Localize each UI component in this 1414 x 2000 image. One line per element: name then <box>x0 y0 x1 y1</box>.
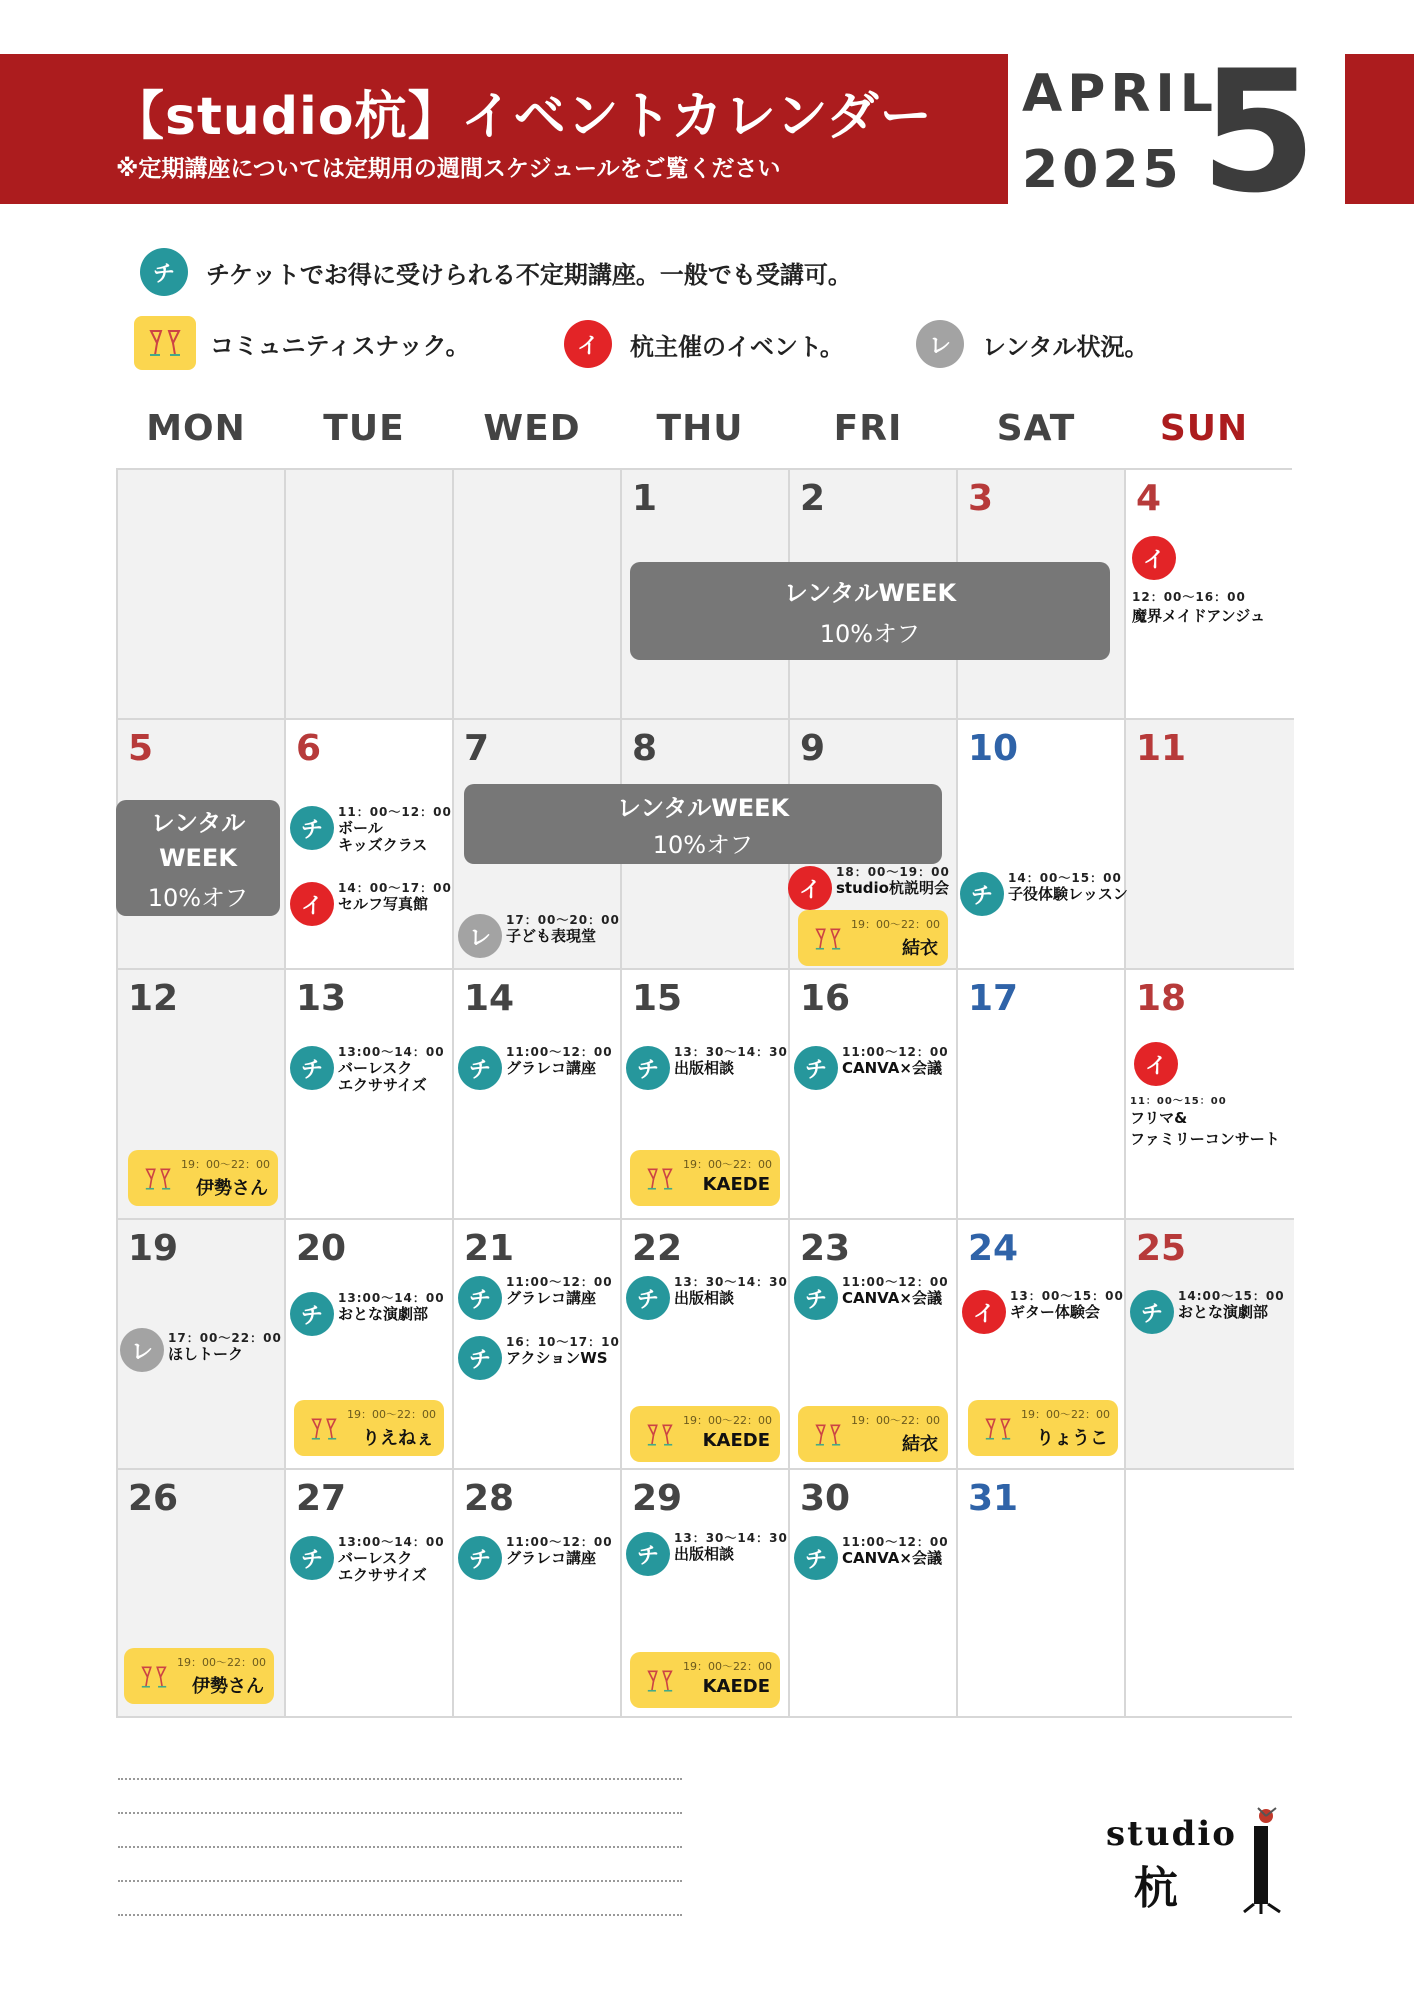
rental-week-bar-2[interactable] <box>464 784 942 864</box>
ticket-icon: チ <box>794 1046 838 1090</box>
day-number: 1 <box>632 478 658 519</box>
page-subtitle: ※定期講座については定期用の週間スケジュールをご覧ください <box>116 156 781 182</box>
event-item[interactable] <box>962 1290 1124 1334</box>
snack-time: 19：00〜22：00 <box>181 1158 270 1171</box>
snack-host: 結衣 <box>902 938 938 959</box>
event-item[interactable] <box>290 1046 445 1094</box>
day-number: 4 <box>1136 478 1162 519</box>
ticket-icon: チ <box>960 872 1004 916</box>
rental-icon: レ <box>458 914 502 958</box>
event-time: 13:00〜14：00 <box>338 1045 445 1059</box>
day-number: 20 <box>296 1228 347 1269</box>
event-time: 16：10〜17：10 <box>506 1335 620 1349</box>
glass-icon <box>136 1664 172 1694</box>
event-name: CANVA×会議 <box>842 1288 942 1307</box>
day-number: 13 <box>296 978 347 1019</box>
event-time: 12：00〜16：00 <box>1132 590 1246 604</box>
event-name: ほしトーク <box>168 1344 244 1363</box>
snack-time: 19：00〜22：00 <box>851 1414 940 1427</box>
ticket-icon: チ <box>626 1532 670 1576</box>
event-name: studio杭説明会 <box>836 878 949 897</box>
event-time: 11：00〜15：00 <box>1130 1096 1227 1107</box>
glass-icon <box>642 1166 678 1196</box>
day-number: 30 <box>800 1478 851 1519</box>
day-number: 3 <box>968 478 994 519</box>
event-time: 17：00〜22：00 <box>168 1331 282 1345</box>
event-item[interactable] <box>458 914 620 958</box>
snack-badge[interactable] <box>798 910 948 966</box>
day-number: 28 <box>464 1478 515 1519</box>
legend-rental <box>916 320 1148 368</box>
note-line <box>118 1846 682 1848</box>
day-number: 5 <box>128 728 154 769</box>
year: 2025 <box>1022 140 1183 200</box>
event-item[interactable] <box>120 1328 282 1372</box>
legend-event-text: 杭主催のイベント。 <box>630 332 844 361</box>
snack-badge[interactable] <box>294 1400 444 1456</box>
snack-badge[interactable] <box>124 1648 274 1704</box>
legend-snack <box>134 316 470 370</box>
day-cell-16[interactable] <box>790 970 958 1220</box>
rental-discount: 10%オフ <box>819 620 921 648</box>
snack-badge[interactable] <box>968 1400 1118 1456</box>
event-time: 13：30〜14：30 <box>674 1275 788 1289</box>
rental-week-bar-mon[interactable] <box>116 800 280 916</box>
day-number: 14 <box>464 978 515 1019</box>
snack-badge[interactable] <box>630 1406 780 1462</box>
logo-kanji: 杭 <box>1134 1863 1178 1914</box>
event-name: フリマ& <box>1130 1109 1188 1127</box>
header-right-band <box>1345 54 1414 204</box>
day-number: 2 <box>800 478 826 519</box>
event-item[interactable] <box>1130 1042 1280 1149</box>
event-time: 11:00〜12：00 <box>842 1535 949 1549</box>
day-number: 18 <box>1136 978 1187 1019</box>
event-name: グラレコ講座 <box>506 1288 597 1307</box>
ticket-icon: チ <box>458 1276 502 1320</box>
weekday-fri: FRI <box>833 408 903 449</box>
rental-icon: レ <box>916 320 964 368</box>
snack-time: 19：00〜22：00 <box>851 918 940 931</box>
snack-time: 19：00〜22：00 <box>683 1158 772 1171</box>
legend-snack-text: コミュニティスナック。 <box>210 331 470 360</box>
event-name: 出版相談 <box>674 1288 735 1307</box>
event-time: 13：00〜15：00 <box>1010 1289 1124 1303</box>
snack-badge[interactable] <box>630 1652 780 1708</box>
legend-ticket-text: チケットでお得に受けられる不定期講座。一般でも受講可。 <box>206 260 852 289</box>
weekday-mon: MON <box>146 408 246 449</box>
snack-time: 19：00〜22：00 <box>347 1408 436 1421</box>
event-item[interactable] <box>458 1276 613 1320</box>
event-time: 17：00〜20：00 <box>506 913 620 927</box>
day-number: 7 <box>464 728 490 769</box>
ticket-icon: チ <box>458 1336 502 1380</box>
logo-stake-icon <box>1236 1804 1288 1914</box>
event-name-line2: エクササイズ <box>338 1566 427 1585</box>
day-cell-27[interactable] <box>286 1470 454 1716</box>
event-name: バーレスク <box>338 1548 413 1567</box>
event-item[interactable] <box>1130 1290 1285 1334</box>
event-item[interactable] <box>794 1046 949 1090</box>
snack-host: りょうこ <box>1036 1428 1108 1449</box>
snack-host: りえねぇ <box>362 1428 434 1449</box>
event-time: 11：00〜12：00 <box>338 805 452 819</box>
event-name: おとな演劇部 <box>1178 1302 1269 1321</box>
rental-week-bar-1[interactable] <box>630 562 1110 660</box>
ticket-icon: チ <box>626 1046 670 1090</box>
glass-icon <box>810 926 846 956</box>
ticket-icon: チ <box>1130 1290 1174 1334</box>
ticket-icon: チ <box>290 1046 334 1090</box>
day-cell-10[interactable] <box>958 720 1126 970</box>
rental-week-label: レンタルWEEK <box>616 794 790 822</box>
event-time: 13：30〜14：30 <box>674 1531 788 1545</box>
snack-time: 19：00〜22：00 <box>1021 1408 1110 1421</box>
day-number: 24 <box>968 1228 1019 1269</box>
event-name: バーレスク <box>338 1058 413 1077</box>
event-time: 11:00〜12：00 <box>506 1045 613 1059</box>
event-item[interactable] <box>1132 536 1265 626</box>
snack-host: 結衣 <box>902 1434 938 1455</box>
note-line <box>118 1880 682 1882</box>
snack-host: KAEDE <box>702 1430 770 1451</box>
rental-discount: 10%オフ <box>147 884 249 912</box>
weekday-sun: SUN <box>1159 408 1249 449</box>
snack-badge[interactable] <box>630 1150 780 1206</box>
event-name: 魔界メイドアンジュ <box>1132 607 1265 625</box>
note-line <box>118 1812 682 1814</box>
day-number: 27 <box>296 1478 347 1519</box>
event-name: 子ども表現堂 <box>506 926 597 945</box>
event-name: アクションWS <box>506 1348 608 1367</box>
event-time: 13：30〜14：30 <box>674 1045 788 1059</box>
day-number: 17 <box>968 978 1019 1019</box>
event-item[interactable] <box>290 1292 445 1336</box>
calendar-grid <box>116 468 1292 1718</box>
event-time: 11:00〜12：00 <box>842 1045 949 1059</box>
event-item[interactable] <box>458 1536 613 1580</box>
rental-week-label: レンタルWEEK <box>783 579 957 607</box>
event-name: 子役体験レッスン <box>1008 884 1128 903</box>
day-number: 6 <box>296 728 322 769</box>
day-number: 19 <box>128 1228 179 1269</box>
snack-host: 伊勢さん <box>192 1676 264 1697</box>
rental-label: レンタル <box>150 809 246 837</box>
day-cell-empty <box>118 470 286 720</box>
event-item[interactable] <box>626 1532 788 1576</box>
event-item[interactable] <box>960 872 1128 916</box>
month-number: 5 <box>1200 34 1317 230</box>
glass-icon <box>306 1416 342 1446</box>
event-name: CANVA×会議 <box>842 1548 942 1567</box>
event-name: おとな演劇部 <box>338 1304 429 1323</box>
event-icon: イ <box>1132 536 1176 580</box>
event-item[interactable] <box>290 806 452 854</box>
event-icon: イ <box>962 1290 1006 1334</box>
day-number: 29 <box>632 1478 683 1519</box>
ticket-icon: チ <box>458 1536 502 1580</box>
event-item[interactable] <box>794 1276 949 1320</box>
legend-rental-text: レンタル状況。 <box>982 332 1149 361</box>
rental-week-label: WEEK <box>159 844 237 872</box>
event-name-line2: エクササイズ <box>338 1076 427 1095</box>
day-cell-11[interactable] <box>1126 720 1294 970</box>
event-time: 11:00〜12：00 <box>506 1275 613 1289</box>
glass-icon <box>134 316 196 370</box>
event-time: 11:00〜12：00 <box>506 1535 613 1549</box>
event-name: ボール <box>338 818 383 837</box>
day-number: 23 <box>800 1228 851 1269</box>
event-icon: イ <box>1134 1042 1178 1086</box>
snack-host: KAEDE <box>702 1676 770 1697</box>
weekday-sat: SAT <box>996 408 1076 449</box>
rental-icon: レ <box>120 1328 164 1372</box>
event-item[interactable] <box>626 1276 788 1320</box>
day-number: 8 <box>632 728 658 769</box>
page-title: 【studio杭】イベントカレンダー <box>112 87 933 147</box>
snack-host: KAEDE <box>702 1174 770 1195</box>
glass-icon <box>140 1166 176 1196</box>
day-cell-14[interactable] <box>454 970 622 1220</box>
event-name: 出版相談 <box>674 1058 735 1077</box>
event-name: グラレコ講座 <box>506 1548 597 1567</box>
weekday-wed: WED <box>483 408 581 449</box>
snack-time: 19：00〜22：00 <box>177 1656 266 1669</box>
event-time: 14:00〜15：00 <box>1178 1289 1285 1303</box>
snack-host: 伊勢さん <box>196 1178 268 1199</box>
ticket-icon: チ <box>794 1536 838 1580</box>
glass-icon <box>642 1422 678 1452</box>
weekday-thu: THU <box>656 408 744 449</box>
day-cell-13[interactable] <box>286 970 454 1220</box>
event-name: グラレコ講座 <box>506 1058 597 1077</box>
day-number: 16 <box>800 978 851 1019</box>
event-icon: イ <box>290 882 334 926</box>
day-number: 26 <box>128 1478 179 1519</box>
event-name: CANVA×会議 <box>842 1058 942 1077</box>
day-number: 9 <box>800 728 826 769</box>
day-number: 22 <box>632 1228 683 1269</box>
day-cell-31[interactable] <box>958 1470 1126 1716</box>
ticket-icon: チ <box>290 1536 334 1580</box>
event-item[interactable] <box>290 882 452 926</box>
day-number: 21 <box>464 1228 515 1269</box>
snack-time: 19：00〜22：00 <box>683 1660 772 1673</box>
event-name: セルフ写真館 <box>338 894 429 913</box>
event-name: 出版相談 <box>674 1544 735 1563</box>
event-time: 14：00〜15：00 <box>1008 871 1122 885</box>
ticket-icon: チ <box>458 1046 502 1090</box>
day-cell-empty <box>286 470 454 720</box>
rental-discount: 10%オフ <box>652 831 754 859</box>
day-cell-empty <box>1126 1470 1294 1716</box>
snack-time: 19：00〜22：00 <box>683 1414 772 1427</box>
day-cell-25[interactable] <box>1126 1220 1294 1470</box>
ticket-icon: チ <box>140 248 188 296</box>
day-number: 15 <box>632 978 683 1019</box>
event-item[interactable] <box>626 1046 788 1090</box>
day-number: 10 <box>968 728 1019 769</box>
day-cell-empty <box>454 470 622 720</box>
glass-icon <box>810 1422 846 1452</box>
day-number: 25 <box>1136 1228 1187 1269</box>
note-line <box>118 1914 682 1916</box>
event-name: ギター体験会 <box>1010 1302 1100 1321</box>
event-item[interactable] <box>458 1046 613 1090</box>
event-name-line2: キッズクラス <box>338 836 428 855</box>
event-time: 11:00〜12：00 <box>842 1275 949 1289</box>
note-line <box>118 1778 682 1780</box>
event-item[interactable] <box>290 1536 445 1584</box>
glass-icon <box>642 1668 678 1698</box>
logo-text: studio <box>1106 1814 1237 1854</box>
day-number: 11 <box>1136 728 1187 769</box>
snack-badge[interactable] <box>128 1150 278 1206</box>
weekday-tue: TUE <box>323 408 405 449</box>
event-item[interactable] <box>458 1336 620 1380</box>
event-item[interactable] <box>794 1536 949 1580</box>
day-number: 31 <box>968 1478 1019 1519</box>
glass-icon <box>980 1416 1016 1446</box>
day-cell-30[interactable] <box>790 1470 958 1716</box>
day-cell-17[interactable] <box>958 970 1126 1220</box>
ticket-icon: チ <box>626 1276 670 1320</box>
day-number: 12 <box>128 978 179 1019</box>
event-name-line2: ファミリーコンサート <box>1130 1130 1280 1148</box>
event-time: 18：00〜19：00 <box>836 865 950 879</box>
legend-event <box>564 320 844 368</box>
event-time: 14：00〜17：00 <box>338 881 452 895</box>
day-cell-28[interactable] <box>454 1470 622 1716</box>
ticket-icon: チ <box>290 1292 334 1336</box>
event-icon: イ <box>788 866 832 910</box>
event-time: 13:00〜14：00 <box>338 1291 445 1305</box>
event-item[interactable] <box>788 866 950 910</box>
month-name: APRIL <box>1022 64 1218 124</box>
event-icon: イ <box>564 320 612 368</box>
legend-ticket <box>140 248 852 296</box>
ticket-icon: チ <box>794 1276 838 1320</box>
ticket-icon: チ <box>290 806 334 850</box>
event-time: 13:00〜14：00 <box>338 1535 445 1549</box>
snack-badge[interactable] <box>798 1406 948 1462</box>
